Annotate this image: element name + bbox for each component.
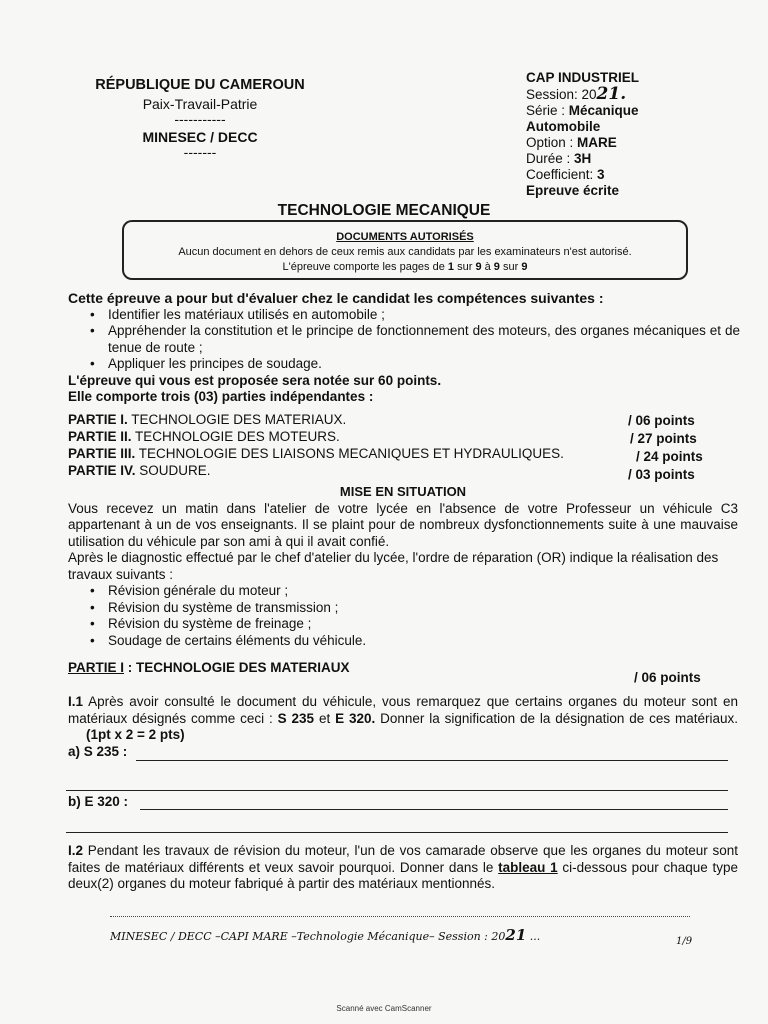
duree-line xyxy=(526,151,726,167)
coef-value: 3 xyxy=(597,167,605,182)
footer-dots: ... xyxy=(526,930,541,943)
pages-num: 1 xyxy=(447,261,455,273)
serie-value-2: Automobile xyxy=(526,119,601,134)
part-name: TECHNOLOGIE DES MOTEURS. xyxy=(131,429,340,444)
question-text: Après avoir consulté le document du véhicule, vous remarquez que certains organes du moteur sont en matériaux désignés comme ceci : xyxy=(68,694,738,726)
exam-title: TECHNOLOGIE MECANIQUE xyxy=(277,202,491,219)
list-item: • Révision du système de transmission ; xyxy=(84,600,738,617)
part-name: TECHNOLOGIE DES LIAISONS MECANIQUES ET HYDRAULIQUES. xyxy=(135,446,564,461)
pages-text: à xyxy=(481,261,494,273)
serie-line xyxy=(526,103,726,119)
material-code: S 235 xyxy=(277,710,315,726)
parts-list xyxy=(68,412,708,480)
header-right xyxy=(526,70,726,199)
table-reference: tableau 1 xyxy=(498,859,558,875)
documents-heading: DOCUMENTS AUTORISÉS xyxy=(336,231,474,243)
country-motto: Paix-Travail-Patrie xyxy=(142,96,258,112)
footer-text: MINESEC / DECC –CAPI MARE –Technologie Mécanique– Session : 20 xyxy=(110,930,506,943)
part-row xyxy=(68,463,708,480)
documents-line1: Aucun document en dehors de ceux remis aux candidats par les examinateurs n'est autorisé. xyxy=(178,246,632,258)
scanner-watermark: Scanné avec CamScanner xyxy=(336,1004,432,1013)
part-label: PARTIE II. xyxy=(68,429,132,444)
answer-line[interactable] xyxy=(136,760,728,761)
list-item: • Appliquer les principes de soudage. xyxy=(84,356,740,373)
documents-box xyxy=(122,220,688,280)
session-handwritten: 21. xyxy=(596,84,627,104)
pages-text: sur xyxy=(454,261,476,273)
partie1-points: / 06 points xyxy=(634,670,701,685)
part-name: TECHNOLOGIE DES MATERIAUX. xyxy=(127,412,347,427)
duree-value: 3H xyxy=(574,151,592,166)
option-label: Option : xyxy=(526,135,578,150)
part-name: SOUDURE. xyxy=(135,463,211,478)
question-number: I.1 xyxy=(68,694,84,709)
separator: ----------- xyxy=(174,111,226,127)
objective-text: Cette épreuve a pour but d'évaluer chez le candidat les compétences suivantes : xyxy=(68,290,604,306)
pages-text: L'épreuve comporte les pages de xyxy=(282,261,448,273)
situation-heading: MISE EN SITUATION xyxy=(339,484,467,499)
country-name: RÉPUBLIQUE DU CAMEROUN xyxy=(95,77,305,93)
situation-paragraph: Après le diagnostic effectué par le chef d'atelier du lycée, l'ordre de réparation (OR) indique la réalisation des travaux suivants : xyxy=(68,550,719,582)
travaux-list xyxy=(84,583,738,649)
question-text: ci-dessous pour chaque type deux(2) organes du moteur fabriqué à partir des matériaux mentionnés. xyxy=(68,859,738,891)
partie1-label: PARTIE I xyxy=(68,660,125,675)
material-code: E 320. xyxy=(335,710,376,726)
page-footer xyxy=(110,926,540,944)
answer-line[interactable] xyxy=(66,832,728,833)
competence-list xyxy=(84,307,740,373)
notation-text: L'épreuve qui vous est proposée sera notée sur 60 points. xyxy=(68,372,442,388)
page-number: 1/9 xyxy=(676,936,693,947)
part-points: / 27 points xyxy=(630,431,697,446)
part-points: / 03 points xyxy=(628,467,695,482)
situation-paragraph: Vous recevez un matin dans l'atelier de votre lycée en l'absence de votre Professeur un véhicule C3 appartenant à un de vos enseignants. Il se plaint pour de nombreux dysfonctionnements suite à une mauvaise utilisation du véhicule par son ami à qui il avait confié. xyxy=(68,500,738,549)
coef-label: Coefficient: xyxy=(526,167,598,182)
list-item: • Soudage de certains éléments du véhicule. xyxy=(84,633,738,650)
situation-section xyxy=(68,484,738,649)
parts-intro: Elle comporte trois (03) parties indépendantes : xyxy=(68,389,374,404)
separator: ------- xyxy=(183,144,217,160)
documents-line2 xyxy=(124,260,686,275)
list-item: • Identifier les matériaux utilisés en automobile ; xyxy=(84,307,740,324)
part-points: / 24 points xyxy=(636,449,703,464)
serie-label: Série : xyxy=(526,103,569,118)
answer-a-label: a) S 235 : xyxy=(68,744,128,759)
ministry-name: MINESEC / DECC xyxy=(142,129,258,145)
session-label: Session: 20 xyxy=(526,87,597,102)
question-1-1 xyxy=(68,694,738,744)
list-item: • Révision du système de freinage ; xyxy=(84,616,738,633)
pages-num: 9 xyxy=(493,261,500,273)
part-label: PARTIE IV. xyxy=(68,463,136,478)
question-number: I.2 xyxy=(68,843,84,858)
partie1-title: : TECHNOLOGIE DES MATERIAUX xyxy=(124,660,350,675)
question-text: et xyxy=(314,710,336,726)
duree-label: Durée : xyxy=(526,151,575,166)
pages-text: sur xyxy=(499,261,522,273)
answer-line[interactable] xyxy=(66,790,728,791)
footer-divider xyxy=(110,916,690,917)
footer-handwritten: 21 xyxy=(505,926,527,944)
list-item: • Appréhender la constitution et le principe de fonctionnement des moteurs, des organes mécaniques et de tenue de route ; xyxy=(84,323,740,356)
exam-name: CAP INDUSTRIEL xyxy=(526,70,640,85)
part-row xyxy=(68,429,708,446)
serie-value: Mécanique xyxy=(568,103,639,118)
answer-b-label: b) E 320 : xyxy=(68,794,129,809)
intro-section xyxy=(68,290,740,406)
question-points: (1pt x 2 = 2 pts) xyxy=(86,727,185,742)
part-label: PARTIE III. xyxy=(68,446,136,461)
answer-line[interactable] xyxy=(140,809,728,810)
pages-num: 9 xyxy=(475,261,482,273)
part-row xyxy=(68,446,708,463)
question-text: Pendant les travaux de révision du moteur, l'un de vos camarade observe que les organes du moteur sont faites de matériaux différents et veux savoir pourquoi. Donner dans le xyxy=(68,843,738,875)
option-line xyxy=(526,135,726,151)
session-line xyxy=(526,86,726,103)
option-value: MARE xyxy=(577,135,617,150)
header-left xyxy=(70,76,330,160)
part-points: / 06 points xyxy=(628,413,695,428)
part-row xyxy=(68,412,708,429)
question-1-2 xyxy=(68,843,738,893)
coef-line xyxy=(526,167,726,183)
part-label: PARTIE I. xyxy=(68,412,128,427)
pages-num: 9 xyxy=(521,261,528,273)
epreuve-type: Epreuve écrite xyxy=(526,183,620,198)
list-item: • Révision générale du moteur ; xyxy=(84,583,738,600)
question-text: Donner la signification de la désignation de ces matériaux. xyxy=(375,710,738,726)
